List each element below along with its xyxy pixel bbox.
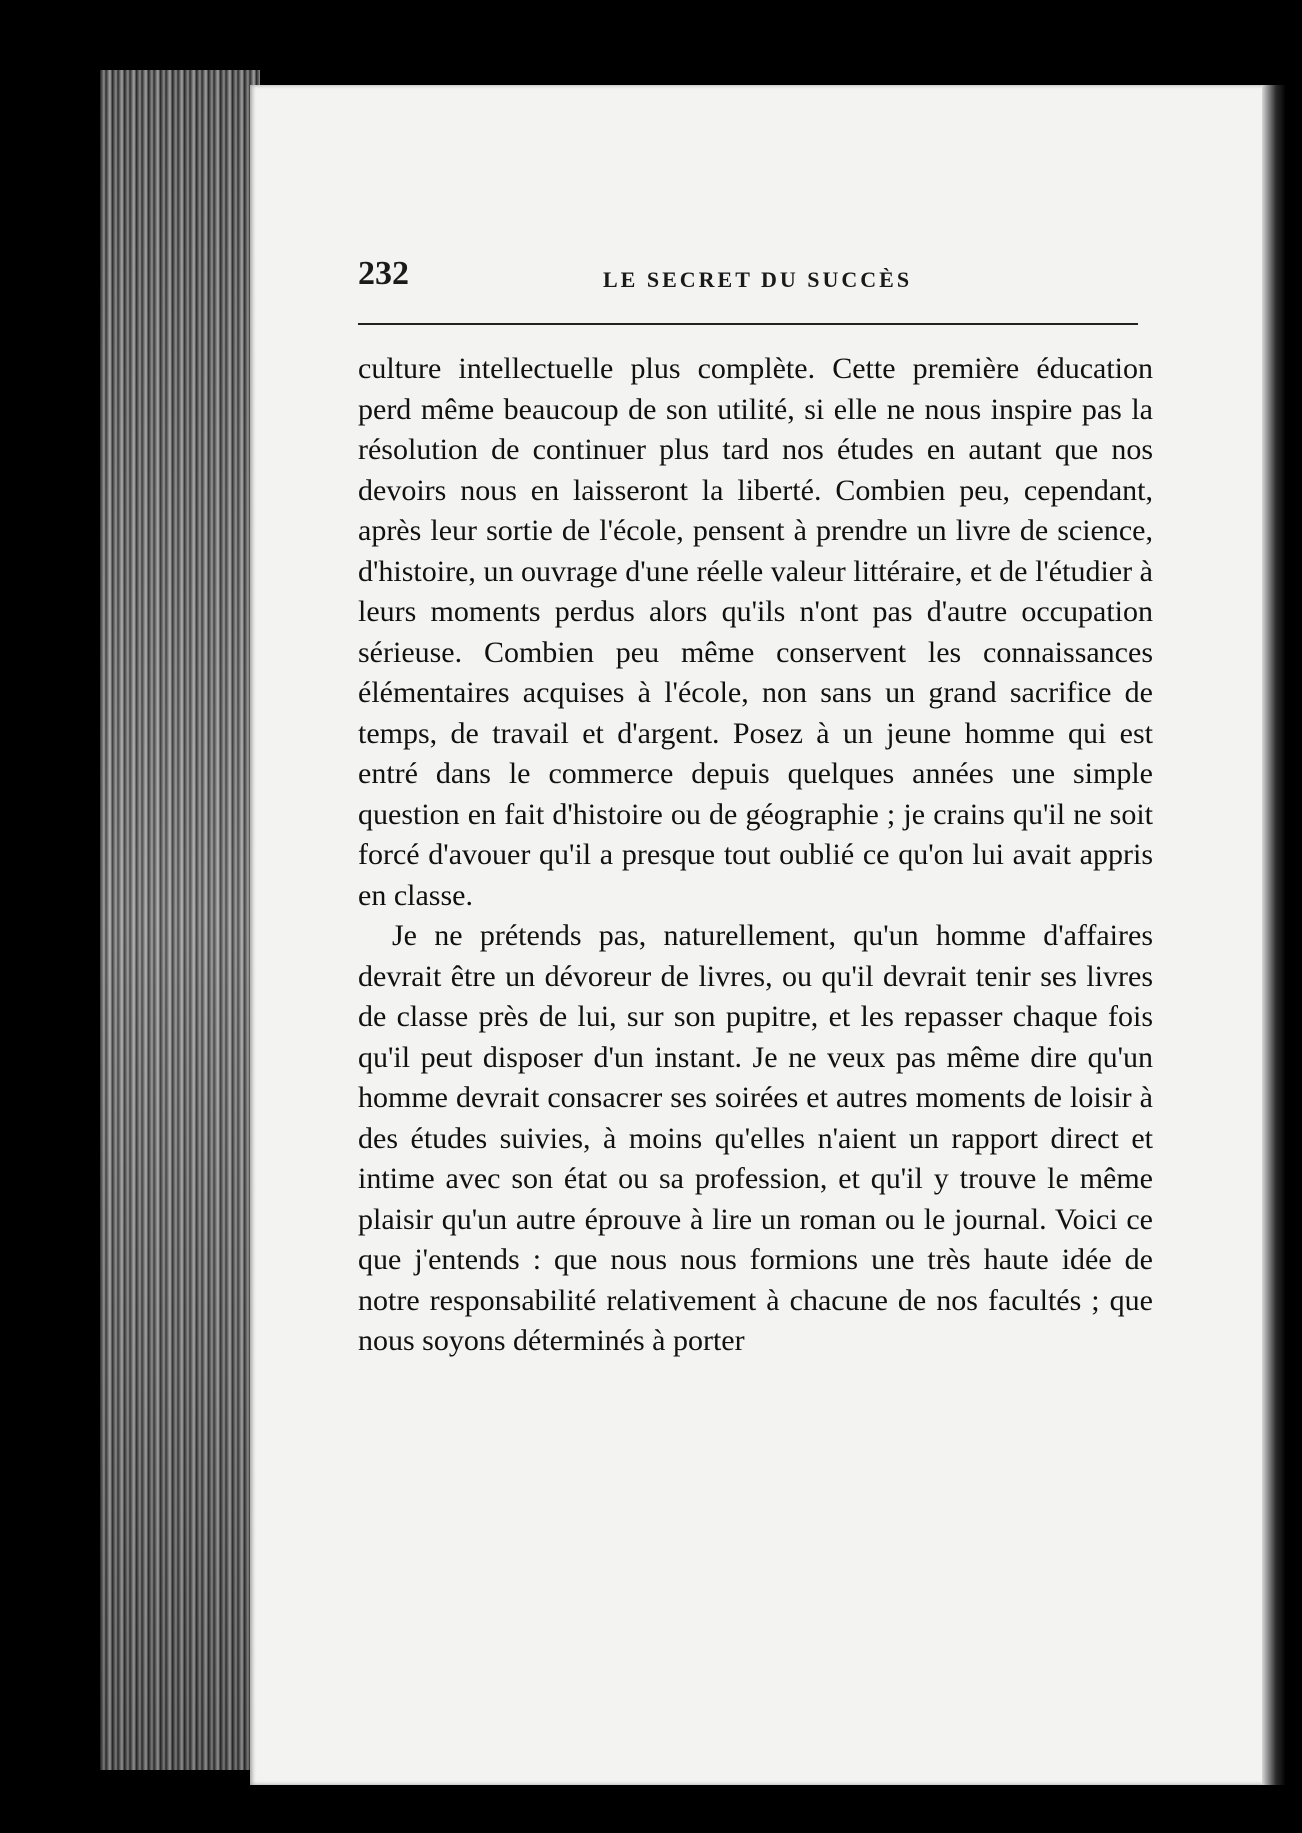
body-text [358,349,1153,1362]
page-header [358,255,1158,305]
book-page-edges [100,70,260,1770]
paragraph: culture intellectuelle plus complète. Cette première éducation perd même beaucoup de son utilité, si elle ne nous inspire pas la résolution de continuer plus tard nos études en autant que nos devoirs nous en laisseront la liberté. Combien peu, cependant, après leur sortie de l'école, pensent à prendre un livre de science, d'histoire, un ouvrage d'une réelle valeur littéraire, et de l'étudier à leurs moments perdus alors qu'ils n'ont pas d'autre occupation sérieuse. Combien peu même conservent les connaissances élémentaires acquises à l'école, non sans un grand sacrifice de temps, de travail et d'argent. Posez à un jeune homme qui est entré dans le commerce depuis quelques années une simple question en fait d'histoire ou de géographie ; je crains qu'il ne soit forcé d'avouer qu'il a presque tout oublié ce qu'on lui avait appris en classe. [358,352,1153,912]
page-number: 232 [358,255,409,292]
scan-right-border [1262,85,1302,1785]
header-rule [358,323,1138,325]
book-page [250,85,1278,1785]
running-head: LE SECRET DU SUCCÈS [603,267,913,292]
paragraph: Je ne prétends pas, naturellement, qu'un homme d'affaires devrait être un dévoreur de livres, ou qu'il devrait tenir ses livres de classe près de lui, sur son pupitre, et les repasser chaque fois qu'il peut disposer d'un instant. Je ne veux pas même dire qu'un homme devrait consacrer ses soirées et autres moments de loisir à des études suivies, à moins qu'elles n'aient un rapport direct et intime avec son état ou sa profession, et qu'il y trouve le même plaisir qu'un autre éprouve à lire un roman ou le journal. Voici ce que j'entends : que nous nous formions une très haute idée de notre responsabilité relativement à chacune de nos facultés ; que nous soyons déterminés à porter [358,919,1153,1357]
